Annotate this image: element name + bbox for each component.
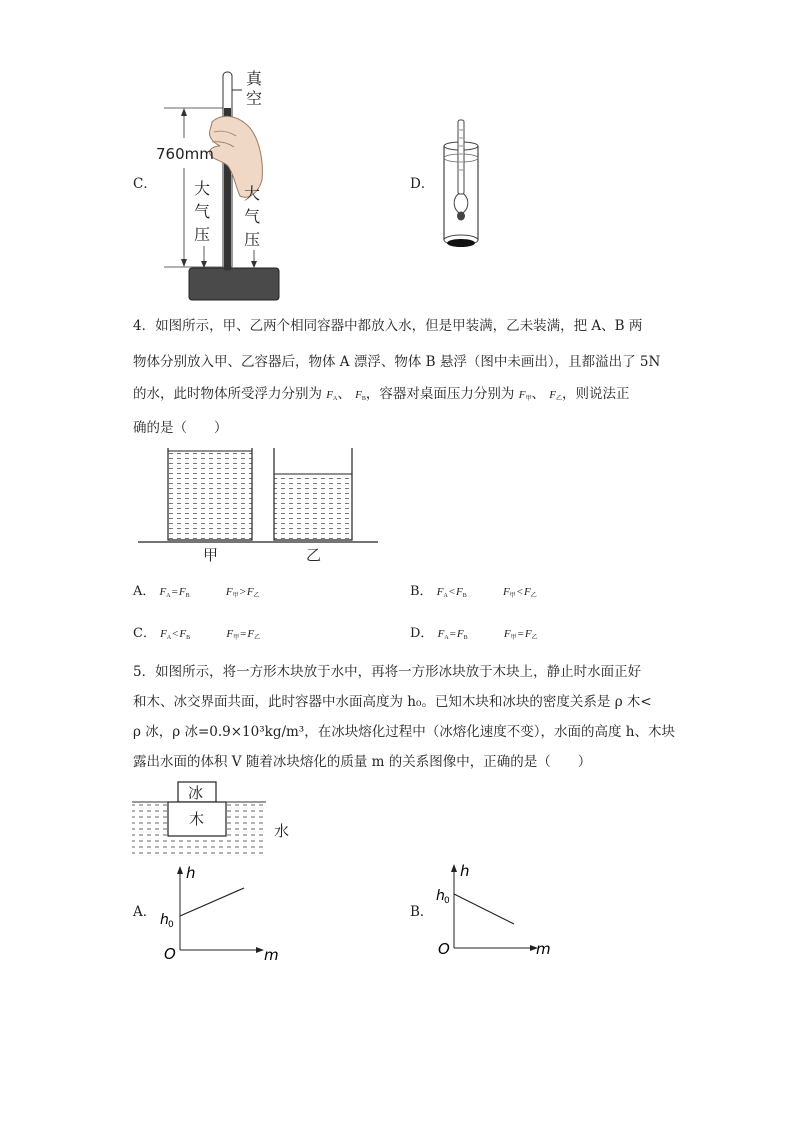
container-yi-water [274,474,352,540]
container-jia-water [168,451,252,540]
label-yi: 乙 [306,546,322,564]
q5-text-line-4: 露出水面的体积 V 随着冰块熔化的质量 m 的关系图像中，正确的是（ ） [133,754,592,770]
svg-text:冰: 冰 [188,784,204,802]
q4-option-a[interactable]: A． FA=FB F甲>F乙 [133,584,260,599]
svg-text:0: 0 [168,920,174,930]
svg-text:h: h [436,888,445,904]
hydrometer-figure [436,118,486,254]
mercury-dish [189,268,279,300]
svg-text:h: h [460,862,470,880]
q4-containers-figure [136,446,381,566]
symbol-f-a: FA [326,389,338,402]
height-label: 760mm [156,145,214,163]
q4-option-b[interactable]: B． FA<FB F甲<F乙 [410,584,537,599]
graph-a-line [180,888,244,916]
q4-text-line-4: 确的是（ ） [133,420,228,436]
svg-text:木: 木 [189,810,205,828]
q5-graph-b[interactable] [432,860,562,960]
svg-text:O: O [438,940,450,958]
q5-graph-a[interactable] [158,862,288,962]
label-jia: 甲 [203,546,219,564]
symbol-f-jia: F甲 [518,389,532,402]
q4-option-d[interactable]: D． FA=FB F甲=F乙 [410,626,538,641]
q5-text-line-3: ρ 冰，ρ 冰=0.9×10³kg/m³，在冰块熔化过程中（冰熔化速度不变），水面的高度 h、木块 [133,724,675,740]
q4-text-line-1: 4．如图所示，甲、乙两个相同容器中都放入水，但是甲装满，乙未装满，把 A、B 两 [133,318,643,334]
q4-option-c[interactable]: C． FA<FB F甲=F乙 [133,626,261,641]
svg-text:m: m [264,946,279,962]
q5-ice-wood-figure [130,778,300,862]
water-label: 水 [274,822,290,840]
atm-left-3: 压 [194,225,211,244]
q4-text-line-2: 物体分别放入甲、乙容器后，物体 A 漂浮、物体 B 悬浮（图中未画出），且都溢出了 5N [133,354,661,370]
q5-text-line-1: 5．如图所示，将一方形木块放于水中，再将一方形冰块放于木块上，静止时水面正好 [133,664,642,680]
atm-left-1: 大 [194,179,211,198]
q3-option-d-label: D． [410,176,435,192]
svg-text:h: h [160,912,169,928]
atm-left-2: 气 [194,202,211,221]
atm-right-3: 压 [244,230,261,249]
graph-b-line [454,894,514,924]
symbol-f-yi: F乙 [549,389,563,402]
atm-right-1: 大 [244,184,261,203]
vacuum-label-2: 空 [246,89,263,108]
q5-option-b-label[interactable]: B． [410,904,434,920]
symbol-f-b: FB [355,389,366,402]
q5-text-line-2: 和木、冰交界面共面，此时容器中水面高度为 h₀。已知木块和冰块的密度关系是 ρ 木< [133,694,652,710]
q3-option-c-label: C． [133,176,157,192]
vacuum-label-1: 真 [246,69,263,88]
svg-text:0: 0 [444,896,450,906]
q5-option-a-label[interactable]: A． [133,904,157,920]
svg-text:m: m [536,940,551,958]
torricelli-figure [150,62,285,307]
q4-text-line-3: 的水，此时物体所受浮力分别为 FA、 FB，容器对桌面压力分别为 F甲、 F乙，则说法正 [133,386,630,402]
svg-text:O: O [164,945,176,962]
atm-right-2: 气 [244,207,261,226]
svg-text:h: h [186,864,196,882]
